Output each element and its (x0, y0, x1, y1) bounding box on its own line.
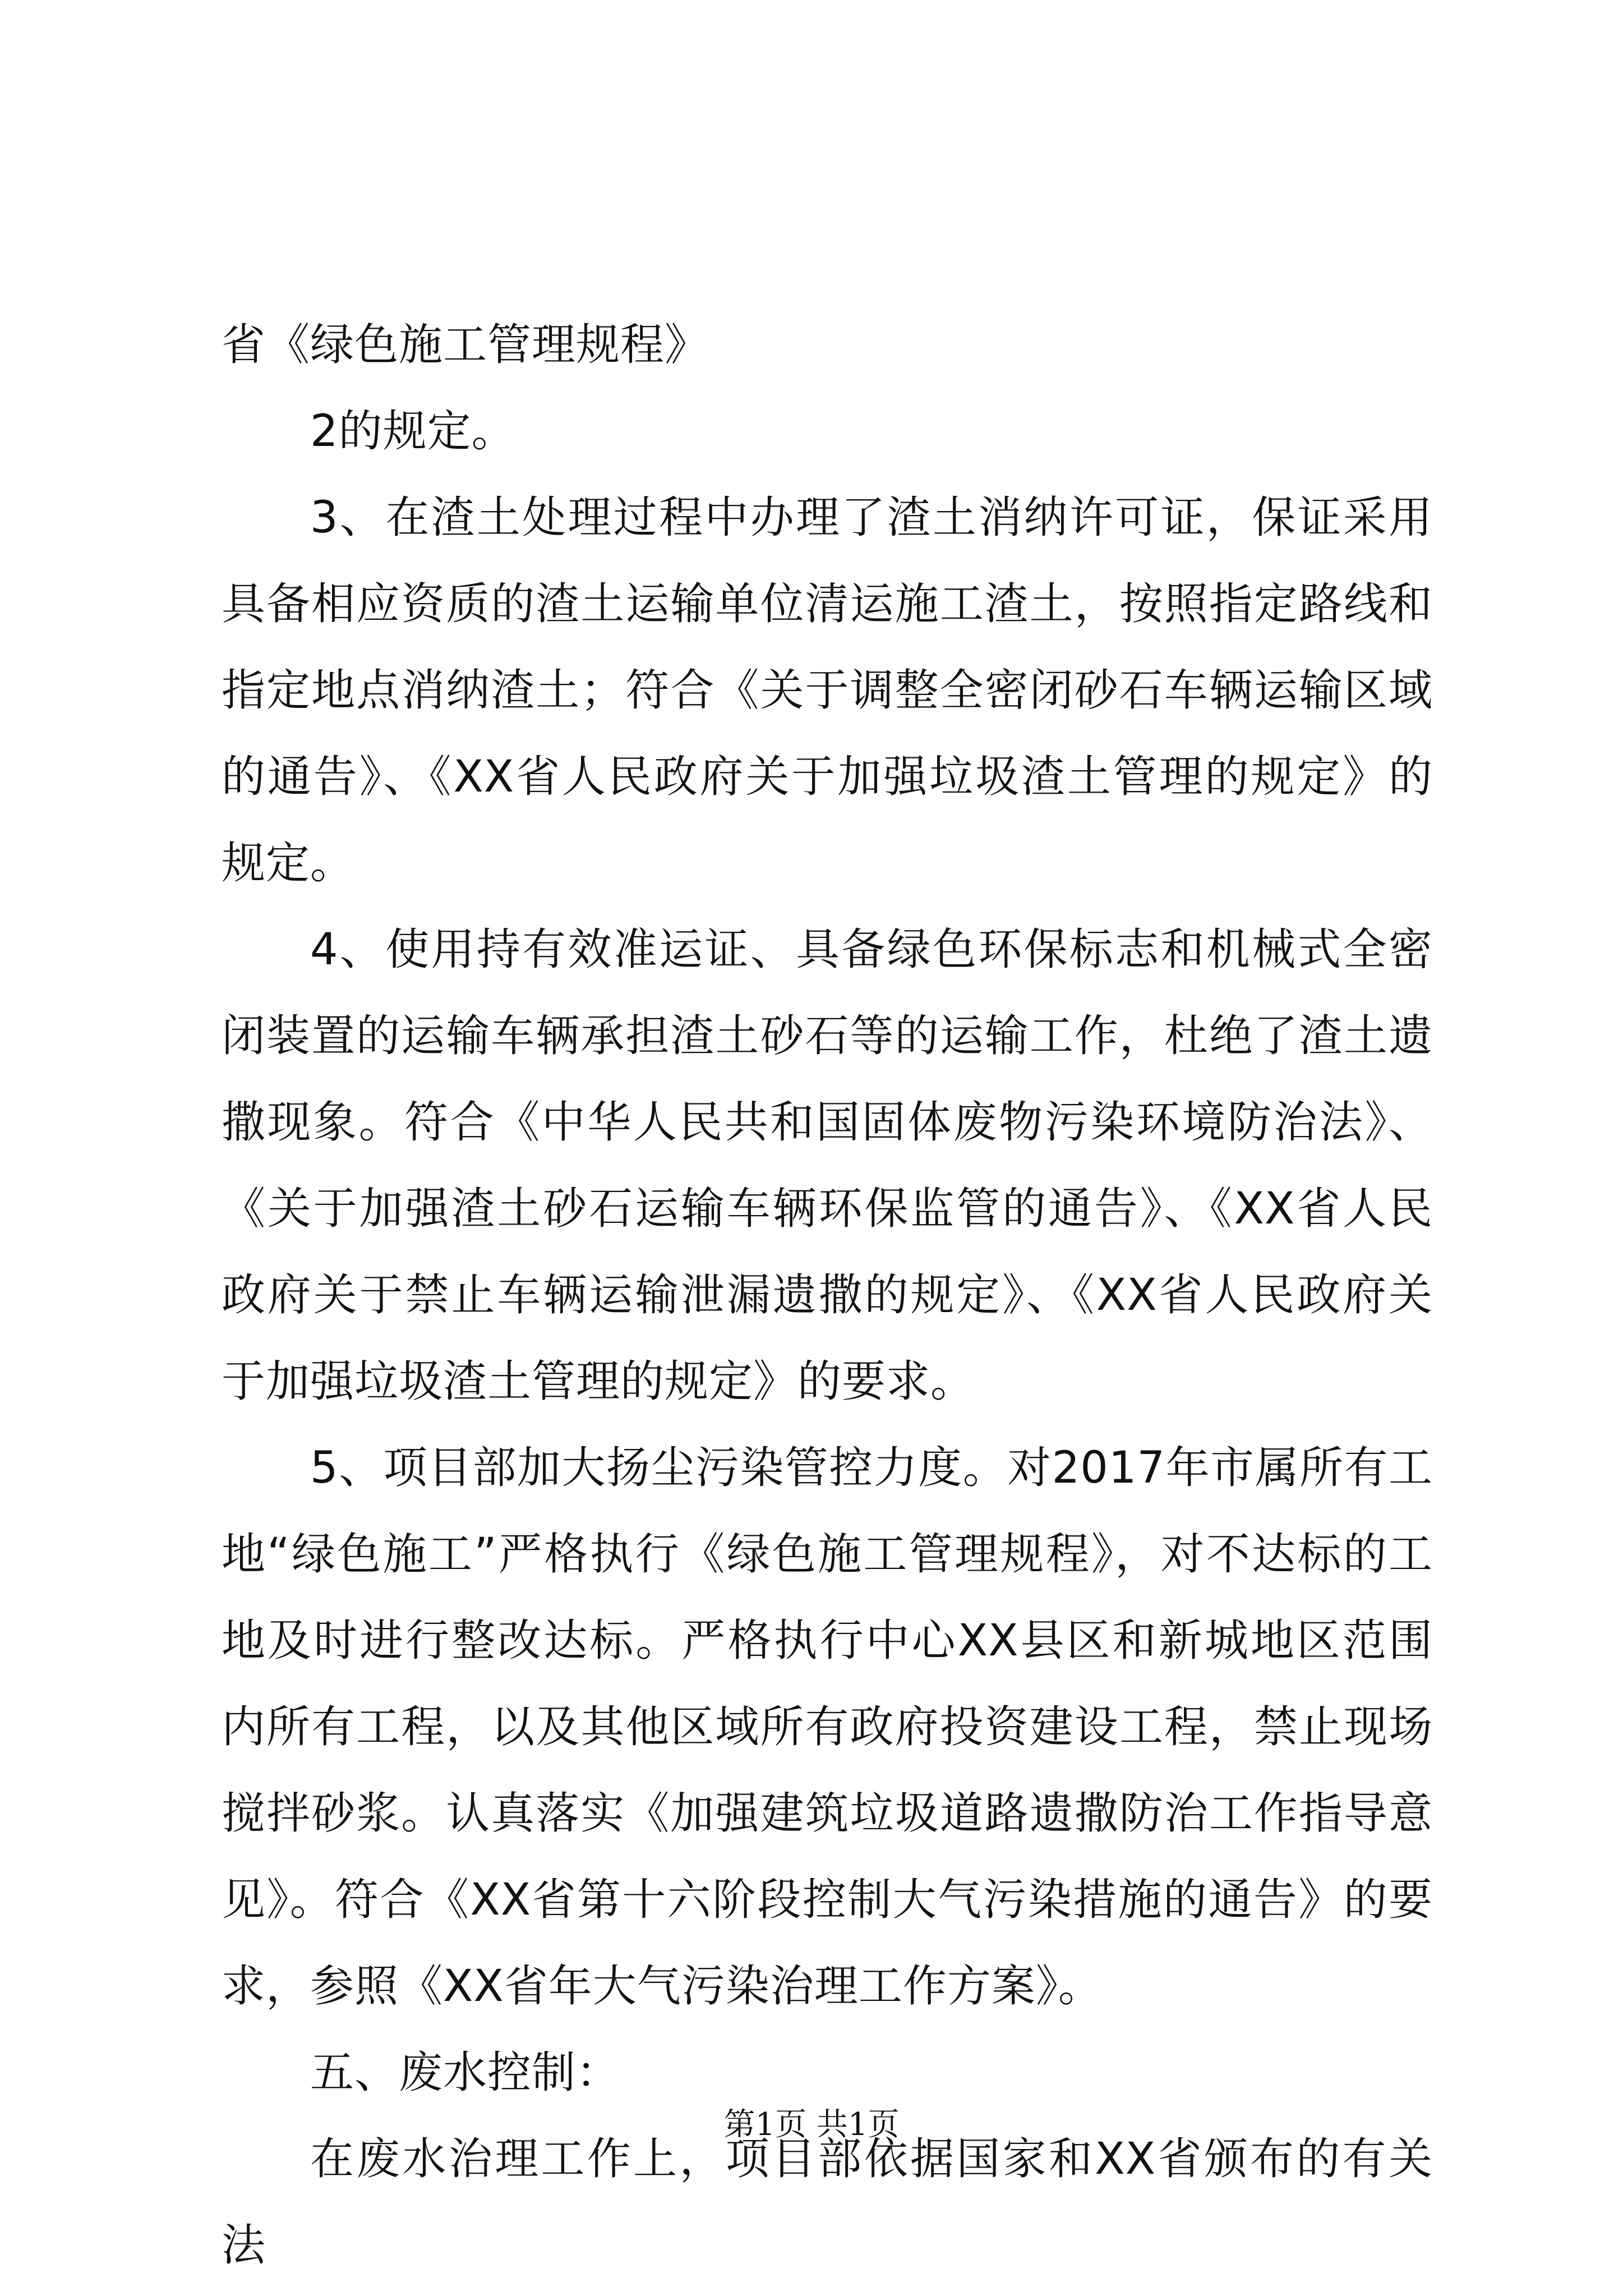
paragraph-2: 2的规定。 (310, 406, 516, 457)
paragraph-wastewater: 在废水治理工作上，项目部依据国家和XX省颁布的有关法 (222, 2134, 1433, 2271)
paragraph-3: 3、在渣土处理过程中办理了渣土消纳许可证，保证采用具备相应资质的渣土运输单位清运施工渣土，按照指定路线和指定地点消纳渣土；符合《关于调整全密闭砂石车辆运输区域的通告》、《XX省人民政府关于加强垃圾渣土管理的规定》的规定。 (222, 493, 1433, 889)
paragraph-continuation: 省《绿色施工管理规程》 (222, 320, 709, 370)
document-body (222, 302, 1433, 2289)
paragraph-4: 4、使用持有效准运证、具备绿色环保标志和机械式全密闭装置的运输车辆承担渣土砂石等的运输工作，杜绝了渣土遗撒现象。符合《中华人民共和国固体废物污染环境防治法》、《关于加强渣土砂石运输车辆环保监管的通告》、《XX省人民政府关于禁止车辆运输泄漏遗撒的规定》、《XX省人民政府关于加强垃圾渣土管理的规定》的要求。 (222, 924, 1433, 1407)
page-number-footer: 第1页 共1页 (723, 2106, 900, 2143)
paragraph-5: 5、项目部加大扬尘污染管控力度。对2017年市属所有工地“绿色施工”严格执行《绿色施工管理规程》，对不达标的工地及时进行整改达标。严格执行中心XX县区和新城地区范围内所有工程，以及其他区域所有政府投资建设工程，禁止现场搅拌砂浆。认真落实《加强建筑垃圾道路遗撒防治工作指导意见》。符合《XX省第十六阶段控制大气污染措施的通告》的要求，参照《XX省年大气污染治理工作方案》。 (222, 1443, 1433, 2012)
section-heading-wastewater: 五、废水控制： (310, 2047, 621, 2098)
